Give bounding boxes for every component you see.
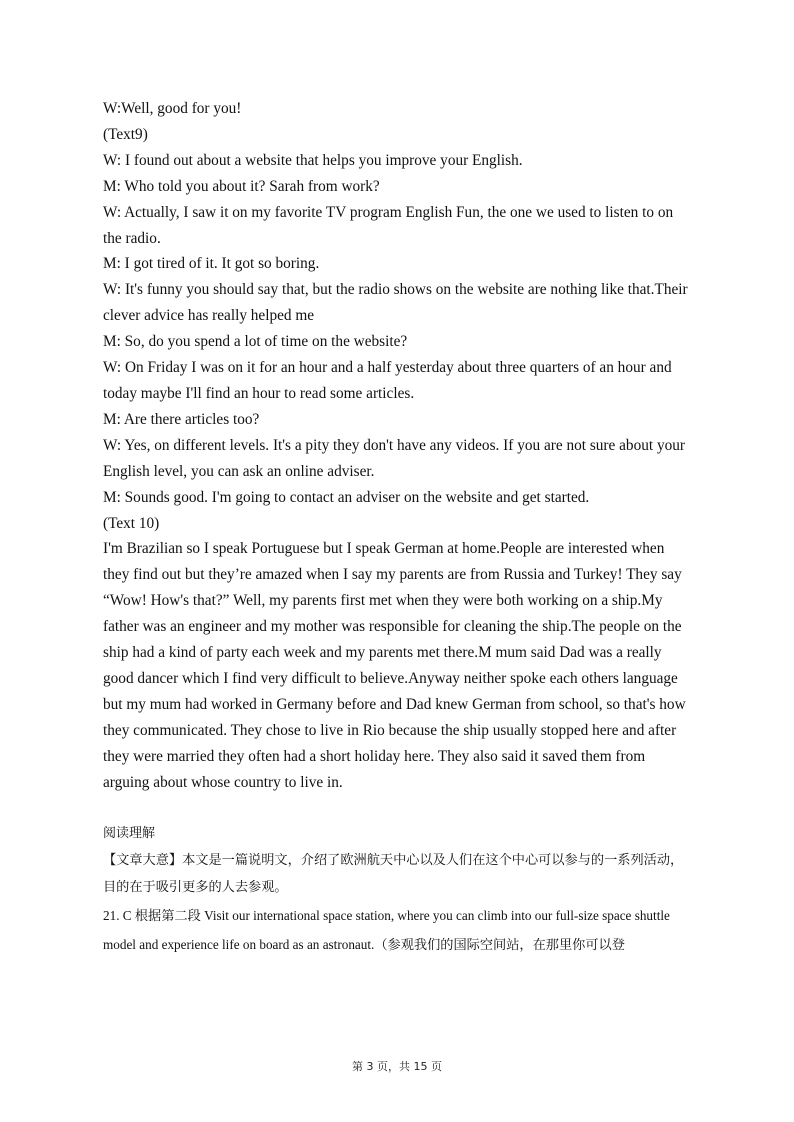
page-number: 第 3 页，共 15 页 — [352, 1060, 442, 1073]
dialogue-line: W: It's funny you should say that, but the radio shows on the website are nothing like that.Their clever advice has really helped me — [103, 281, 688, 325]
dialogue-line: M: Sounds good. I'm going to contact an adviser on the website and get started. — [103, 488, 590, 506]
dialogue-line: W:Well, good for you! — [103, 100, 242, 117]
document-body — [103, 96, 693, 959]
dialogue-line: W: Actually, I saw it on my favorite TV program English Fun, the one we used to listen to on the radio. — [103, 203, 674, 247]
dialogue-line: M: Who told you about it? Sarah from work? — [103, 177, 380, 195]
text-heading: (Text 10) — [103, 514, 160, 532]
dialogue-line: W: I found out about a website that helps you improve your English. — [103, 151, 523, 169]
text-heading: (Text9) — [103, 125, 148, 143]
section-spacer — [103, 795, 693, 820]
answer-explanation: 21. C 根据第二段 Visit our international space station, where you can climb into our full-size space shuttle model and experience life on board as an astronaut.（参观我们的国际空间站，在那里你可以登 — [103, 908, 670, 953]
section-title: 阅读理解 — [103, 826, 156, 842]
article-summary: 【文章大意】本文是一篇说明文，介绍了欧洲航天中心以及人们在这个中心可以参与的一系列活动，目的在于吸引更多的人去参观。 — [103, 853, 684, 896]
dialogue-line: M: So, do you spend a lot of time on the website? — [103, 333, 408, 351]
dialogue-line: W: On Friday I was on it for an hour and a half yesterday about three quarters of an hour and today maybe I'll find an hour to read some articles. — [103, 359, 672, 402]
dialogue-line: W: Yes, on different levels. It's a pity they don't have any videos. If you are not sure about your English level, you can ask an online adviser. — [103, 436, 685, 480]
monologue-paragraph: I'm Brazilian so I speak Portuguese but I speak German at home.People are interested when they find out but they’re amazed when I say my parents are from Russia and Turkey! They say “Wow! How's that?” Well, my parents first met when they were both working on a ship.My father was an engineer and my mother was responsible for cleaning the ship.The people on the ship had a kind of party each week and my parents met there.M mum said Dad was a really good dancer which I find very difficult to believe.Anyway neither spoke each others language but my mum had worked in Germany before and Dad knew German from school, so that's how they communicated. They chose to live in Rio because the ship usually stopped here and after they were married they often had a short holiday here. They also said it saved them from arguing about whose country to live in. — [103, 540, 686, 791]
dialogue-line: M: Are there articles too? — [103, 410, 260, 428]
dialogue-line: M: I got tired of it. It got so boring. — [103, 255, 320, 273]
